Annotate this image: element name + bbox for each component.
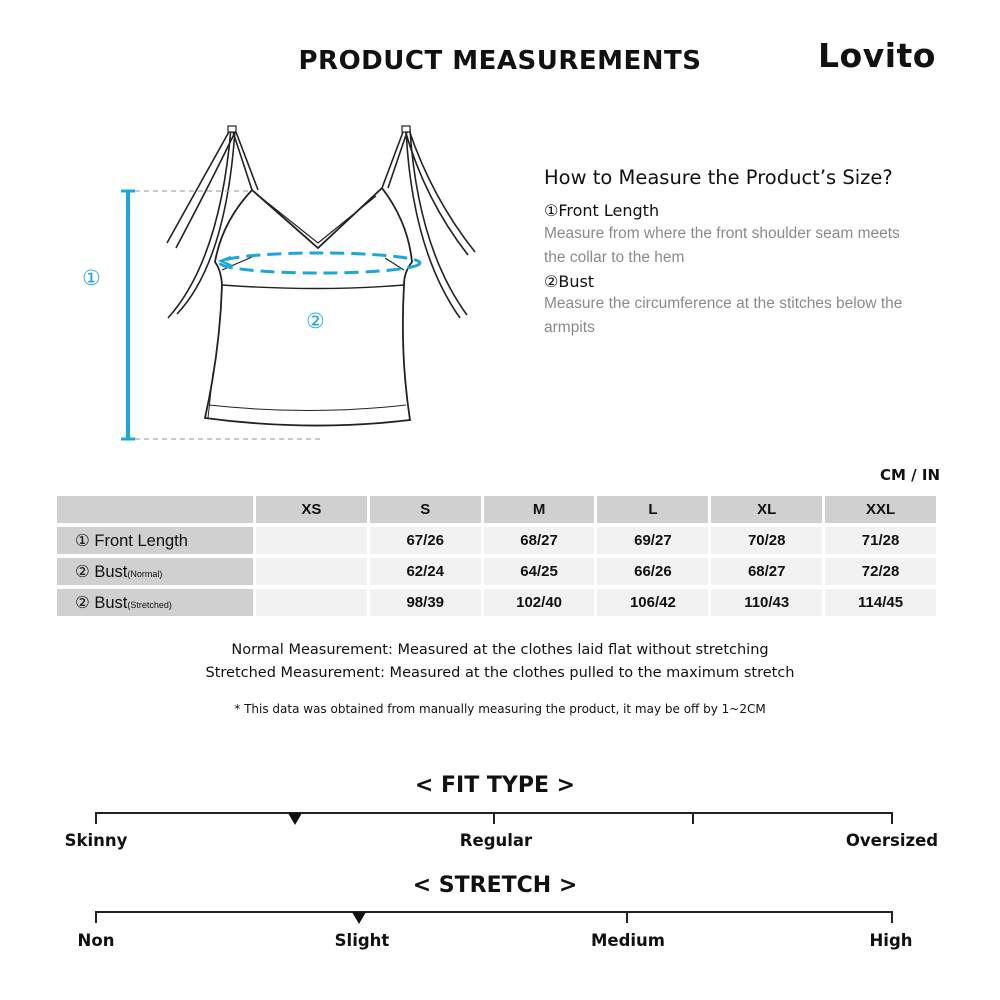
stretch-title: < STRETCH >: [412, 873, 578, 898]
size-l: L: [597, 496, 708, 523]
table-cell: 110/43: [711, 589, 822, 616]
stretched-note: Stretched Measurement: Measured at the clothes pulled to the maximum stretch: [205, 665, 795, 681]
size-m: M: [484, 496, 595, 523]
row-label: ② Bust(Stretched): [57, 589, 253, 616]
unit-label: CM / IN: [880, 466, 940, 484]
table-cell: 102/40: [484, 589, 595, 616]
fit-label-skinny: Skinny: [64, 831, 128, 850]
bust-marker: ②: [306, 309, 325, 333]
row-label: ① Front Length: [57, 527, 253, 554]
normal-note: Normal Measurement: Measured at the clothes laid flat without stretching: [231, 642, 769, 658]
stretch-indicator: [352, 912, 366, 924]
size-header-row: [57, 496, 936, 523]
stretch-tick: [891, 912, 893, 923]
table-cell: 68/27: [711, 558, 822, 585]
stretch-label-non: Non: [77, 931, 115, 950]
table-cell: [256, 558, 367, 585]
howto-title: How to Measure the Product’s Size?: [544, 166, 893, 189]
stretch-label-medium: Medium: [590, 931, 666, 950]
table-cell: 62/24: [370, 558, 481, 585]
size-xs: XS: [256, 496, 367, 523]
fit-label-regular: Regular: [459, 831, 533, 850]
table-cell: [256, 527, 367, 554]
table-cell: 66/26: [597, 558, 708, 585]
brand-logo: Lovito: [818, 36, 936, 75]
front-length-desc: Measure from where the front shoulder seam meets the collar to the hem: [544, 225, 900, 266]
table-cell: 106/42: [597, 589, 708, 616]
camisole-diagram: [60, 110, 490, 455]
table-cell: 70/28: [711, 527, 822, 554]
table-cell: 72/28: [825, 558, 936, 585]
front-length-marker: ①: [82, 266, 101, 290]
disclaimer: * This data was obtained from manually measuring the product, it may be off by 1~2CM: [234, 702, 766, 716]
size-xl: XL: [711, 496, 822, 523]
table-cell: 68/27: [484, 527, 595, 554]
table-row: [57, 527, 936, 554]
table-cell: 114/45: [825, 589, 936, 616]
size-xxl: XXL: [825, 496, 936, 523]
fit-type-indicator: [288, 813, 302, 825]
fit-tick: [493, 813, 495, 824]
stretch-tick: [95, 912, 97, 923]
fit-tick: [692, 813, 694, 824]
page-title: PRODUCT MEASUREMENTS: [298, 46, 702, 76]
stretch-tick: [626, 912, 628, 923]
bust-title: ②Bust: [544, 272, 595, 291]
row-label: ② Bust(Normal): [57, 558, 253, 585]
fit-tick: [891, 813, 893, 824]
stretch-scale: [95, 911, 893, 913]
bust-desc: Measure the circumference at the stitches below the armpits: [544, 295, 903, 336]
stretch-label-slight: Slight: [334, 931, 390, 950]
table-row: [57, 558, 936, 585]
fit-tick: [95, 813, 97, 824]
table-cell: 64/25: [484, 558, 595, 585]
front-length-title: ①Front Length: [544, 201, 660, 220]
size-s: S: [370, 496, 481, 523]
table-cell: 67/26: [370, 527, 481, 554]
size-table: [54, 492, 939, 620]
table-cell: [256, 589, 367, 616]
table-cell: 98/39: [370, 589, 481, 616]
table-cell: 71/28: [825, 527, 936, 554]
stretch-label-high: High: [869, 931, 913, 950]
table-cell: 69/27: [597, 527, 708, 554]
fit-label-oversized: Oversized: [845, 831, 939, 850]
table-row: [57, 589, 936, 616]
fit-type-title: < FIT TYPE >: [414, 773, 576, 798]
header-blank: [57, 496, 253, 523]
